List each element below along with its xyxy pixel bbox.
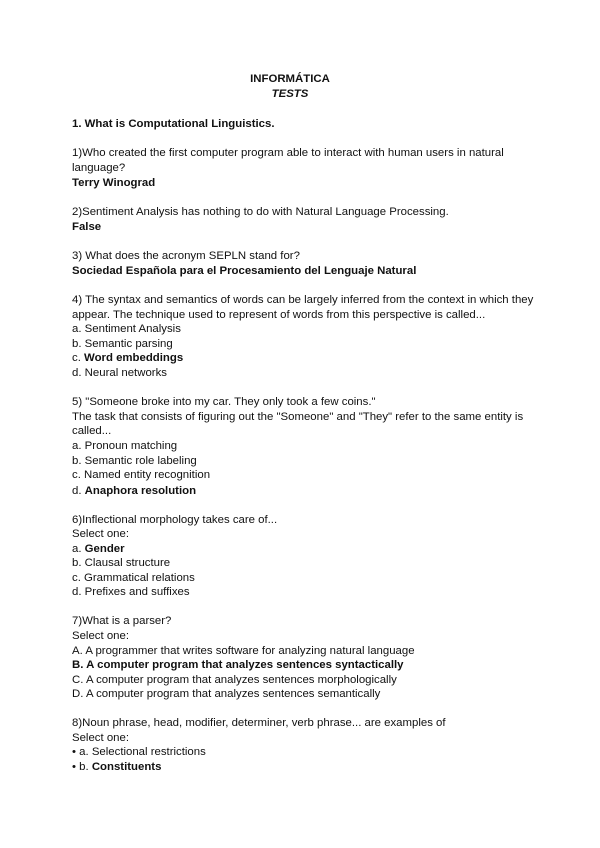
section-heading: 1. What is Computational Linguistics. [72,118,275,130]
question-text: 1)Who created the first computer program able to interact with human users in natural [72,147,504,159]
question-text: Select one: [72,732,129,744]
answer-option: A. A programmer that writes software for analyzing natural language [72,645,415,657]
question-text: 2)Sentiment Analysis has nothing to do with Natural Language Processing. [72,206,449,218]
answer-option: • a. Selectional restrictions [72,746,206,758]
answer-option: c. Grammatical relations [72,572,195,584]
question-answer: Sociedad Española para el Procesamiento del Lenguaje Natural [72,265,417,277]
question-text: Select one: [72,528,129,540]
answer-option-correct: B. A computer program that analyzes sentences syntactically [72,659,404,671]
answer-option: C. A computer program that analyzes sentences morphologically [72,674,397,686]
answer-option: b. Clausal structure [72,557,171,569]
question-text: 8)Noun phrase, head, modifier, determiner, verb phrase... are examples of [72,717,446,729]
question-text: called... [72,425,112,437]
answer-option: D. A computer program that analyzes sentences semantically [72,688,381,700]
question-text: 6)Inflectional morphology takes care of... [72,514,278,526]
answer-option-correct: d. Anaphora resolution [72,485,197,497]
answer-option: a. Sentiment Analysis [72,323,181,335]
answer-option-correct: c. Word embeddings [72,352,184,364]
answer-option: c. Named entity recognition [72,469,211,481]
question-text: appear. The technique used to represent of words from this perspective is called... [72,309,486,321]
question-text: language? [72,162,126,174]
document-title: INFORMÁTICA [250,73,330,85]
answer-option: d. Prefixes and suffixes [72,586,190,598]
question-text: The task that consists of figuring out the "Someone" and "They" refer to the same entity is [72,411,524,423]
question-text: 4) The syntax and semantics of words can be largely inferred from the context in which they [72,294,534,306]
answer-option: b. Semantic parsing [72,338,173,350]
question-text: 7)What is a parser? [72,615,172,627]
answer-option-correct: • b. Constituents [72,761,162,773]
answer-option-correct: a. Gender [72,543,125,555]
answer-option: b. Semantic role labeling [72,455,197,467]
answer-option: d. Neural networks [72,367,167,379]
question-text: Select one: [72,630,129,642]
question-text: 5) "Someone broke into my car. They only took a few coins." [72,396,376,408]
question-text: 3) What does the acronym SEPLN stand for? [72,250,300,262]
question-answer: Terry Winograd [72,177,156,189]
answer-option: a. Pronoun matching [72,440,178,452]
document-subtitle: TESTS [271,88,309,100]
question-answer: False [72,221,102,233]
